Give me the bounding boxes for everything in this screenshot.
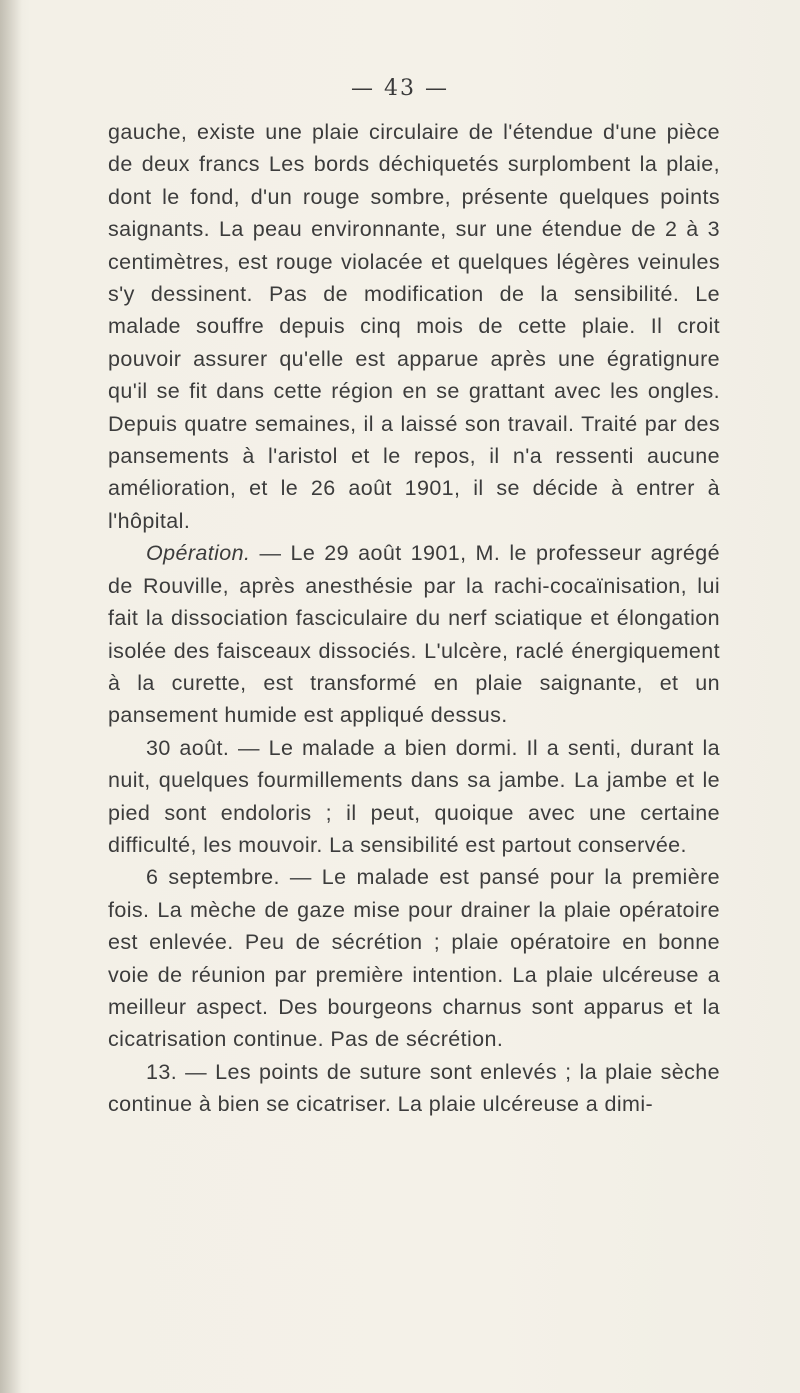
operation-heading: Opération. [146, 541, 251, 566]
paragraph-13: 13. — Les points de suture sont enlevés ; la plaie sèche continue à bien se cicatriser. La plaie ulcéreuse a dimi- [108, 1059, 720, 1117]
paragraph-operation [108, 537, 720, 731]
body-text [108, 116, 720, 1121]
paragraph-continuation: gauche, existe une plaie circulaire de l'étendue d'une pièce de deux francs Les bords déchiquetés surplombent la plaie, dont le fond, d'un rouge sombre, présente quelques points saignants. La peau environnante, sur une étendue de 2 à 3 centimètres, est rouge violacée et quelques légères veinules s'y dessinent. Pas de modification de la sensibilité. Le malade souffre depuis cinq mois de cette plaie. Il croit pouvoir assurer qu'elle est apparue après une égratignure qu'il se fit dans cette région en se grattant avec les ongles. Depuis quatre semaines, il a laissé son travail. Traité par des pansements à l'aristol et le repos, il n'a ressenti aucune amélioration, et le 26 août 1901, il se décide à entrer à l'hôpital. [108, 120, 720, 533]
paragraph-6-septembre: 6 septembre. — Le malade est pansé pour la première fois. La mèche de gaze mise pour drainer la plaie opératoire est enlevée. Peu de sécrétion ; plaie opératoire en bonne voie de réunion par première intention. La plaie ulcéreuse a meilleur aspect. Des bourgeons charnus sont apparus et la cicatrisation continue. Pas de sécrétion. [108, 865, 720, 1052]
page-number: — 43 — [351, 76, 449, 101]
operation-text: — Le 29 août 1901, M. le professeur agrégé de Rouville, après anesthésie par la rachi-cocaïnisation, lui fait la dissociation fasciculaire du nerf sciatique et élongation isolée des faisceaux dissociés. L'ulcère, raclé énergiquement à la curette, est transformé en plaie saignante, et un pansement humide est appliqué dessus. [108, 541, 720, 728]
paragraph-30-aout: 30 août. — Le malade a bien dormi. Il a senti, durant la nuit, quelques fourmillements dans sa jambe. La jambe et le pied sont endoloris ; il peut, quoique avec une certaine difficulté, les mouvoir. La sensibilité est partout conservée. [108, 735, 720, 857]
spine-shadow [0, 0, 22, 1393]
